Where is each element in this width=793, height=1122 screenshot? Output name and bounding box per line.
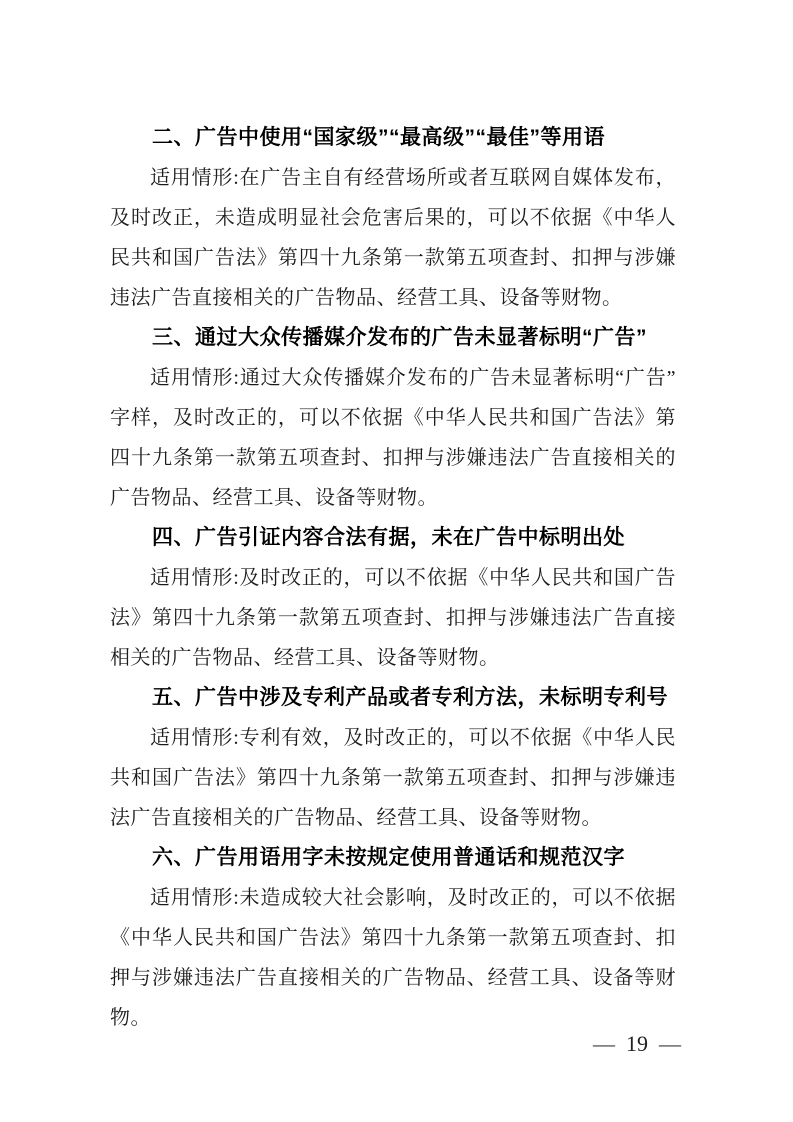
section-4-heading: 四、广告引证内容合法有据，未在广告中标明出处 (152, 526, 625, 549)
section-4 (110, 518, 676, 678)
section-5 (110, 678, 676, 838)
section-3 (110, 318, 676, 518)
section-6 (110, 838, 676, 1038)
section-3-body: 适用情形:通过大众传播媒介发布的广告未显著标明“广告”字样，及时改正的，可以不依据《中华人民共和国广告法》第四十九条第一款第五项查封、扣押与涉嫌违法广告直接相关的广告物品、经营工具、设备等财物。 (110, 367, 676, 509)
section-3-heading: 三、通过大众传播媒介发布的广告未显著标明“广告” (152, 326, 647, 349)
page-footer (593, 1031, 681, 1057)
footer-dash-left: — (593, 1031, 615, 1056)
section-5-heading: 五、广告中涉及专利产品或者专利方法，未标明专利号 (152, 686, 668, 709)
section-2 (110, 118, 676, 318)
section-6-heading: 六、广告用语用字未按规定使用普通话和规范汉字 (152, 846, 625, 869)
section-2-heading: 二、广告中使用“国家级”“最高级”“最佳”等用语 (152, 126, 605, 149)
footer-dash-right: — (659, 1031, 681, 1056)
section-2-body: 适用情形:在广告主自有经营场所或者互联网自媒体发布，及时改正，未造成明显社会危害后果的，可以不依据《中华人民共和国广告法》第四十九条第一款第五项查封、扣押与涉嫌违法广告直接相关的广告物品、经营工具、设备等财物。 (110, 167, 676, 309)
document-content (110, 118, 676, 1038)
section-6-body: 适用情形:未造成较大社会影响，及时改正的，可以不依据《中华人民共和国广告法》第四十九条第一款第五项查封、扣押与涉嫌违法广告直接相关的广告物品、经营工具、设备等财物。 (110, 887, 676, 1029)
section-5-body: 适用情形:专利有效，及时改正的，可以不依据《中华人民共和国广告法》第四十九条第一款第五项查封、扣押与涉嫌违法广告直接相关的广告物品、经营工具、设备等财物。 (110, 727, 676, 829)
page-number: 19 (626, 1031, 648, 1056)
section-4-body: 适用情形:及时改正的，可以不依据《中华人民共和国广告法》第四十九条第一款第五项查封、扣押与涉嫌违法广告直接相关的广告物品、经营工具、设备等财物。 (110, 567, 676, 669)
